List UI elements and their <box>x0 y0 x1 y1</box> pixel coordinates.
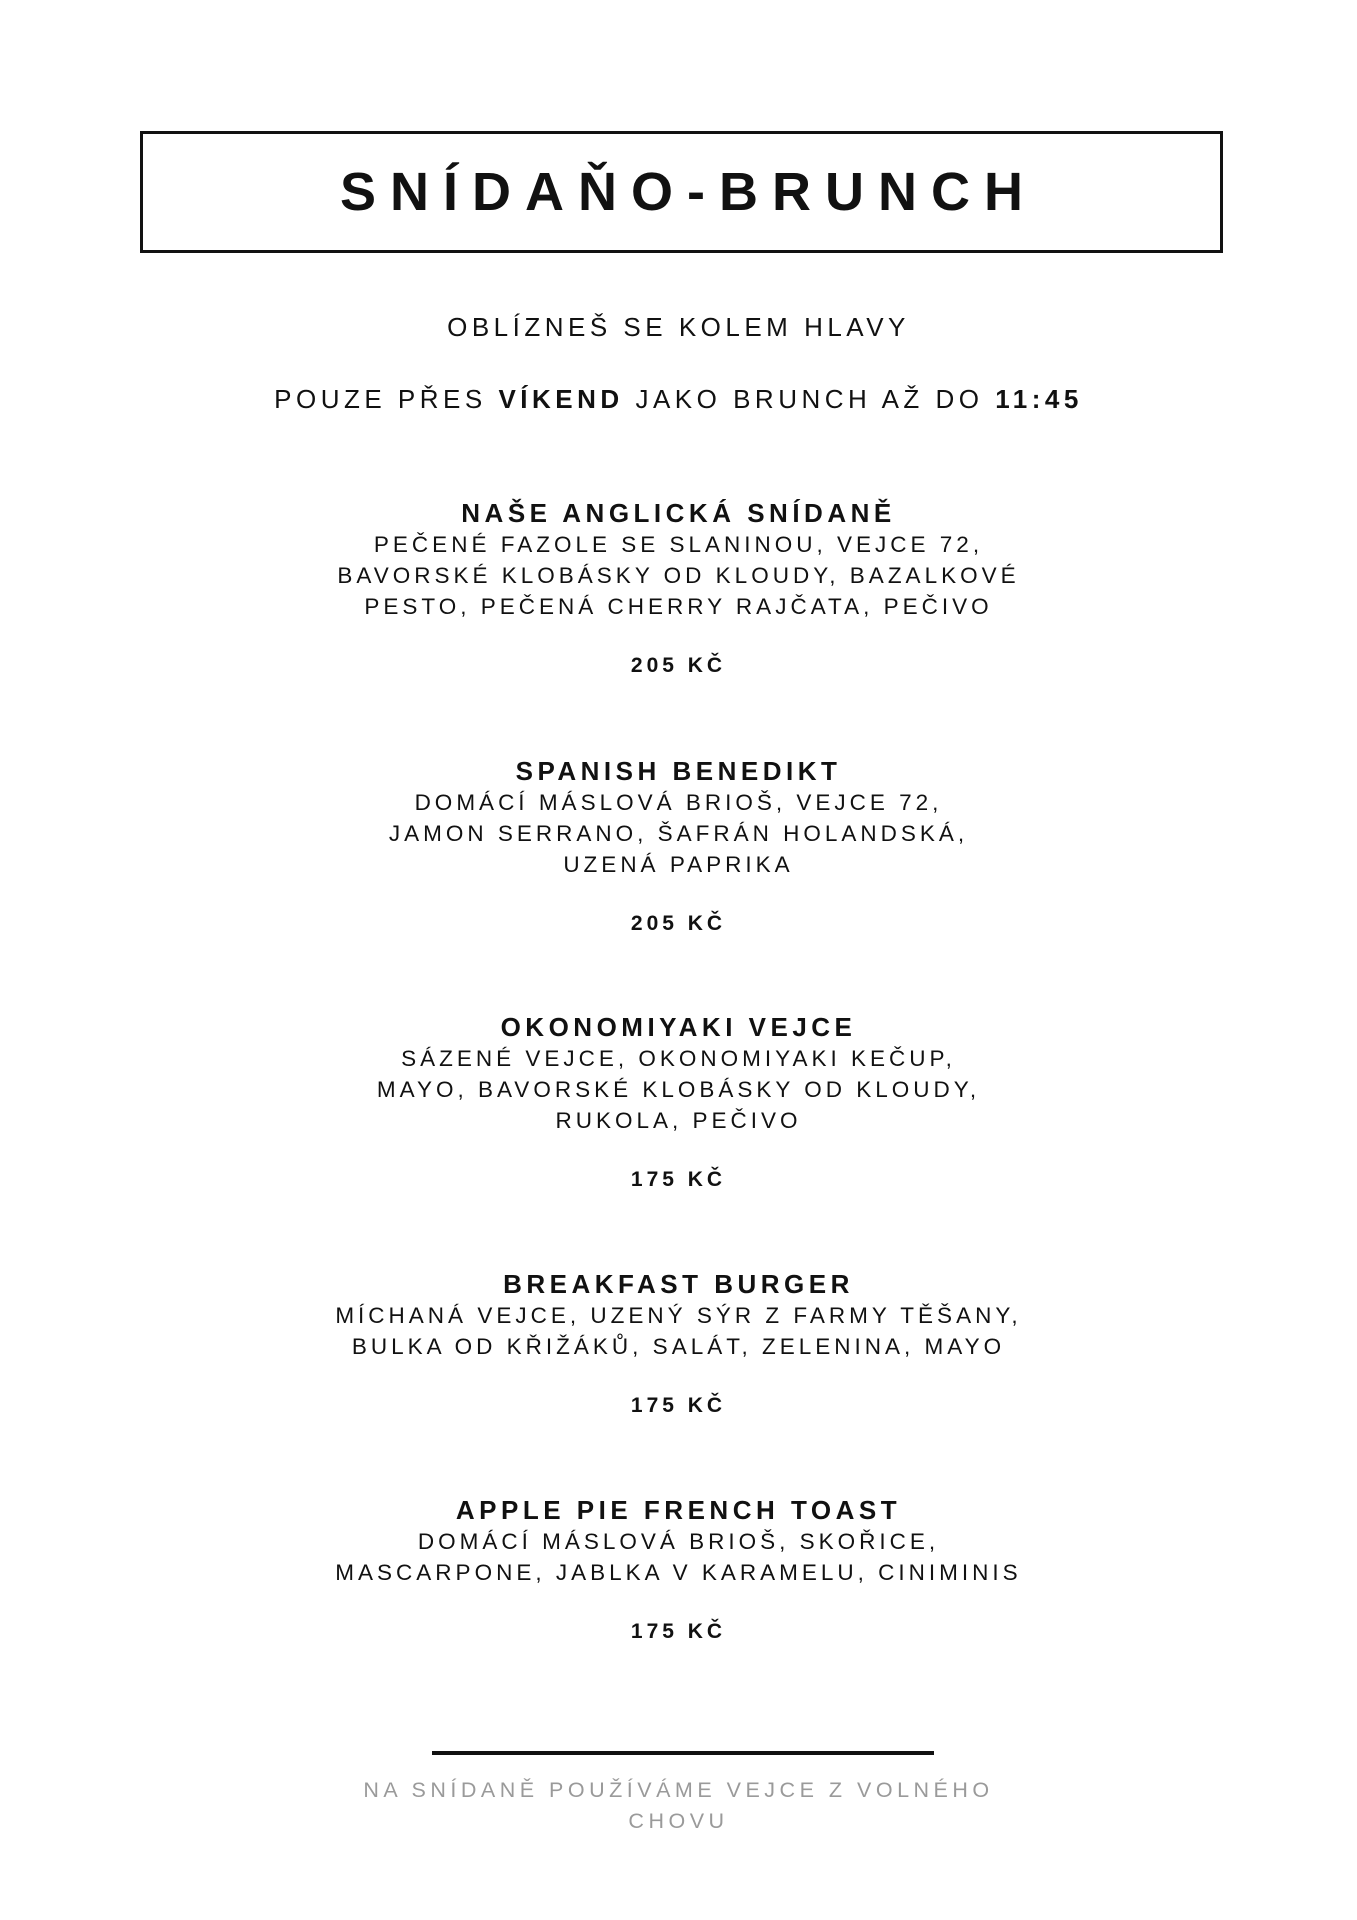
menu-item-description <box>0 787 1357 880</box>
menu-item <box>0 1012 1357 1192</box>
weekend-note <box>0 384 1357 415</box>
menu-item-name: BREAKFAST BURGER <box>503 1269 854 1299</box>
menu-item <box>0 498 1357 678</box>
menu-item-description <box>0 1300 1357 1362</box>
menu-item-name: NAŠE ANGLICKÁ SNÍDANĚ <box>461 498 896 528</box>
description-line: MASCARPONE, JABLKA V KARAMELU, CINIMINIS <box>335 1560 1022 1585</box>
footer-note-line: CHOVU <box>628 1809 729 1833</box>
weekend-emphasis: VÍKEND <box>498 384 624 414</box>
menu-item-price: 205 KČ <box>630 654 727 677</box>
menu-item <box>0 756 1357 936</box>
description-line: MAYO, BAVORSKÉ KLOBÁSKY OD KLOUDY, <box>376 1077 981 1102</box>
description-line: DOMÁCÍ MÁSLOVÁ BRIOŠ, SKOŘICE, <box>417 1529 940 1554</box>
weekend-note-text: JAKO BRUNCH AŽ DO <box>623 384 996 414</box>
description-line: PEČENÉ FAZOLE SE SLANINOU, VEJCE 72, <box>373 532 984 557</box>
menu-item-description <box>0 1526 1357 1588</box>
description-line: RUKOLA, PEČIVO <box>555 1108 802 1133</box>
footer-note-line: NA SNÍDANĚ POUŽÍVÁME VEJCE Z VOLNÉHO <box>363 1778 994 1802</box>
description-line: JAMON SERRANO, ŠAFRÁN HOLANDSKÁ, <box>388 821 969 846</box>
menu-item-description <box>0 529 1357 622</box>
title-frame <box>140 131 1223 253</box>
menu-item-name: SPANISH BENEDIKT <box>515 756 842 786</box>
description-line: BULKA OD KŘIŽÁKŮ, SALÁT, ZELENINA, MAYO <box>351 1334 1006 1359</box>
description-line: SÁZENÉ VEJCE, OKONOMIYAKI KEČUP, <box>401 1046 956 1071</box>
description-line: UZENÁ PAPRIKA <box>563 852 794 877</box>
menu-item-price: 175 KČ <box>630 1168 727 1191</box>
description-line: MÍCHANÁ VEJCE, UZENÝ SÝR Z FARMY TĚŠANY, <box>335 1303 1022 1328</box>
footer-divider <box>432 1751 934 1755</box>
menu-item-price: 205 KČ <box>630 912 727 935</box>
brunch-end-time: 11:45 <box>995 384 1083 414</box>
description-line: DOMÁCÍ MÁSLOVÁ BRIOŠ, VEJCE 72, <box>414 790 943 815</box>
menu-item <box>0 1269 1357 1418</box>
weekend-note-text: POUZE PŘES <box>274 384 499 414</box>
description-line: BAVORSKÉ KLOBÁSKY OD KLOUDY, BAZALKOVÉ <box>337 563 1020 588</box>
menu-item <box>0 1495 1357 1644</box>
menu-item-description <box>0 1043 1357 1136</box>
menu-item-price: 175 KČ <box>630 1394 727 1417</box>
footer-note <box>0 1775 1357 1837</box>
menu-item-price: 175 KČ <box>630 1620 727 1643</box>
menu-subtitle: OBLÍZNEŠ SE KOLEM HLAVY <box>447 312 910 342</box>
page-title: SNÍDAŇO-BRUNCH <box>340 162 1037 222</box>
menu-item-name: APPLE PIE FRENCH TOAST <box>455 1495 902 1525</box>
menu-item-name: OKONOMIYAKI VEJCE <box>500 1012 857 1042</box>
description-line: PESTO, PEČENÁ CHERRY RAJČATA, PEČIVO <box>364 594 993 619</box>
